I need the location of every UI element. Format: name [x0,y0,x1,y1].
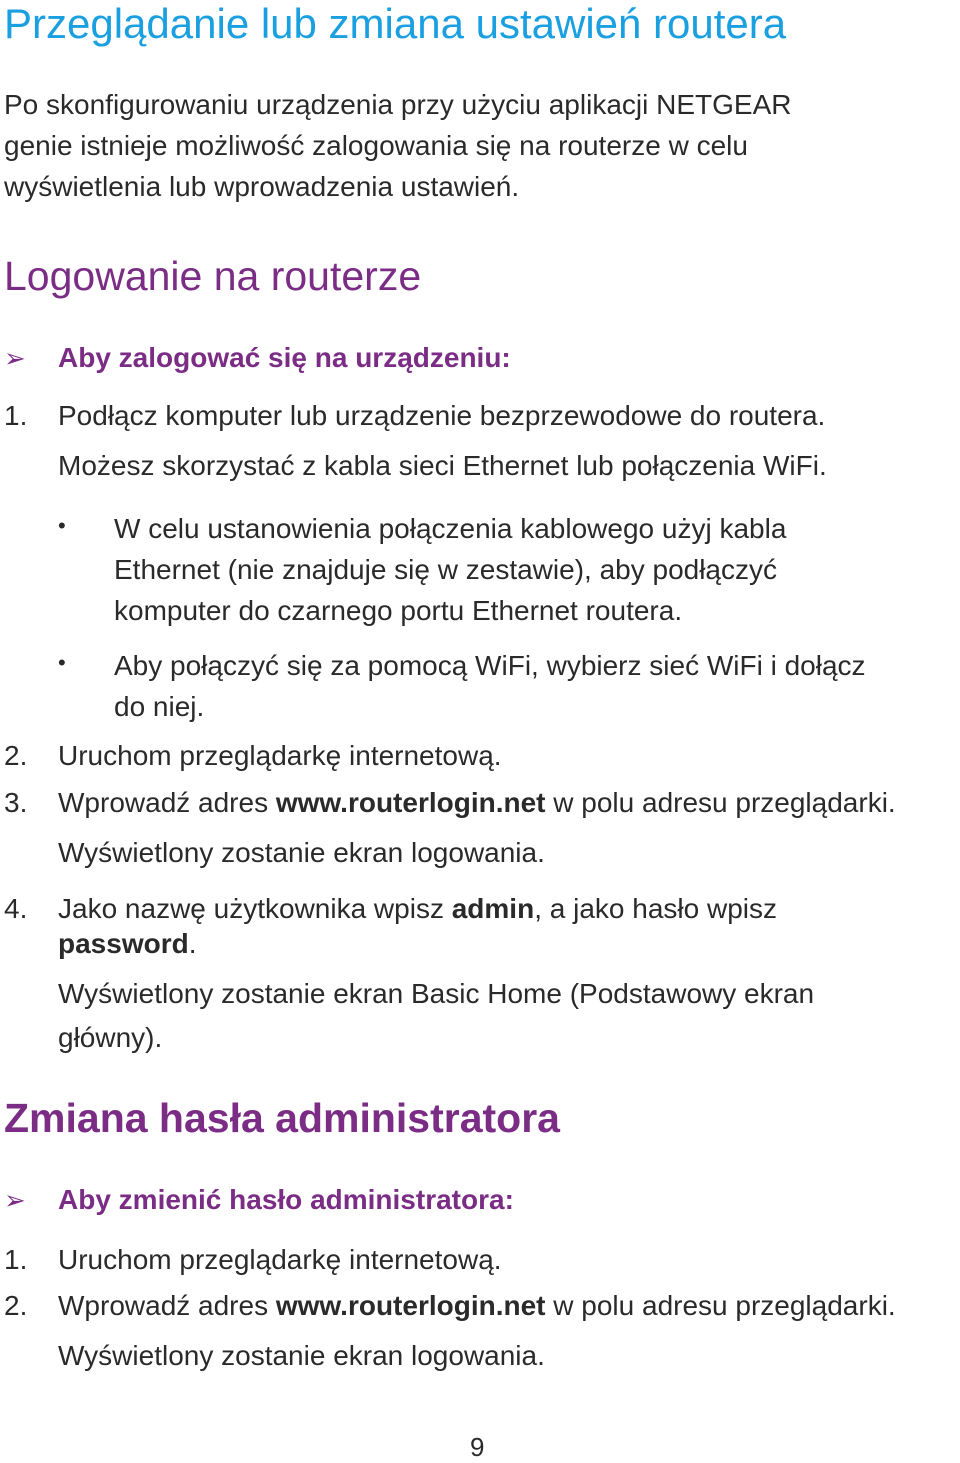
step-text: password. [58,928,197,959]
step-text: Wyświetlony zostanie ekran logowania. [58,837,545,868]
login-heading: Logowanie na routerze [4,253,422,299]
page-number: 9 [470,1432,485,1462]
intro-line: genie istnieje możliwość zalogowania się na routerze w celu [4,130,748,161]
step-text: Wprowadź adres www.routerlogin.net w polu adresu przeglądarki. [58,787,896,818]
page-title: Przeglądanie lub zmiana ustawień routera [4,0,787,47]
bullet-icon: • [58,513,66,538]
bullet-line: do niej. [114,691,205,722]
step-number: 2. [4,1290,28,1321]
url-text: www.routerlogin.net [275,1290,546,1321]
step-text: Podłącz komputer lub urządzenie bezprzewodowe do routera. [58,400,826,431]
step-number: 1. [4,400,28,431]
change-subheading: Aby zmienić hasło administratora: [58,1184,514,1215]
arrow-right-icon: ➢ [4,343,26,373]
step-text: główny). [58,1022,163,1053]
bullet-line: Ethernet (nie znajduje się w zestawie), aby podłączyć [114,554,778,585]
step-number: 1. [4,1244,28,1275]
step-text: Wprowadź adres www.routerlogin.net w polu adresu przeglądarki. [58,1290,896,1321]
username-text: admin [451,893,535,924]
step-text: Możesz skorzystać z kabla sieci Ethernet lub połączenia WiFi. [58,450,827,481]
bullet-item [114,508,786,631]
step-text: Wyświetlony zostanie ekran Basic Home (Podstawowy ekran [58,978,815,1009]
login-subheading: Aby zalogować się na urządzeniu: [58,342,511,373]
url-text: www.routerlogin.net [275,787,546,818]
intro-paragraph [4,84,791,207]
arrow-right-icon: ➢ [4,1185,26,1215]
step-text: Uruchom przeglądarkę internetową. [58,740,502,771]
change-password-heading: Zmiana hasła administratora [4,1095,560,1141]
bullet-line: W celu ustanowienia połączenia kablowego użyj kabla [114,513,787,544]
step-text: Wyświetlony zostanie ekran logowania. [58,1340,545,1371]
step-text: Uruchom przeglądarkę internetową. [58,1244,502,1275]
step-text: Jako nazwę użytkownika wpisz admin, a jako hasło wpisz [58,893,777,924]
step-number: 3. [4,787,28,818]
intro-line: wyświetlenia lub wprowadzenia ustawień. [4,171,520,202]
intro-line: Po skonfigurowaniu urządzenia przy użyciu aplikacji NETGEAR [4,89,792,120]
bullet-icon: • [58,650,66,675]
bullet-line: komputer do czarnego portu Ethernet routera. [114,595,683,626]
bullet-line: Aby połączyć się za pomocą WiFi, wybierz sieć WiFi i dołącz [114,650,866,681]
bullet-item [114,645,866,727]
step-number: 2. [4,740,28,771]
step-number: 4. [4,893,28,924]
password-text: password [58,928,189,959]
